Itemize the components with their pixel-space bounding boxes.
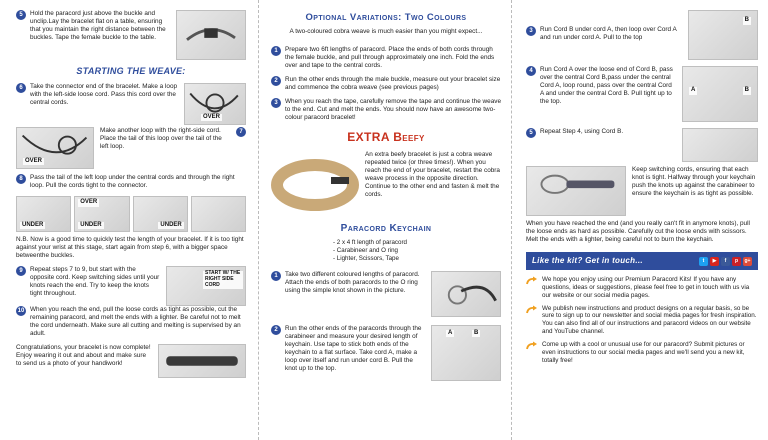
curved-arrow-icon	[526, 305, 538, 315]
step-number: 5	[16, 10, 26, 20]
contact-banner-title: Like the kit? Get in touch...	[532, 256, 643, 265]
social-icons	[699, 257, 752, 266]
cord-b-label: B	[474, 329, 479, 336]
step-8-photo-1	[16, 196, 71, 232]
two-colour-step-2	[271, 76, 501, 92]
step-text: Run Cord A over the loose end of Cord B, pass over the central Cord B,pass under the central Cord A, loop round, pass over the central Cord A and under the central Cord B. Pull tight up to the top.	[540, 66, 673, 105]
step-7	[100, 127, 246, 163]
step-8-photo-2	[74, 196, 129, 232]
cord-a-label: A	[448, 329, 453, 336]
step-text: Take two different coloured lengths of paracord. Attach the ends of both paracords to the O ring using the simple knot shown in the picture.	[285, 270, 420, 294]
over-label: OVER	[80, 199, 98, 206]
extra-beefy-text: An extra beefy bracelet is just a cobra weave repeated twice (or three times!). When you reach the end of your bracelet, restart the cobra weave process in the opposite direction. Continue to the other end and fasten & melt the cords.	[365, 150, 500, 198]
step-text: Pass the tail of the left loop under the central cords and through the right loop. Pull the cords tight to the connector.	[30, 174, 235, 190]
step-number: 4	[526, 66, 536, 76]
over-label: OVER	[203, 113, 221, 120]
length-note: N.B. Now is a good time to quickly test the length of your bracelet. If it is too tight against your wrist at this stage, start again from step 6, with a bigger space betweenthe buckles.	[16, 236, 244, 260]
step-number: 1	[271, 271, 281, 281]
step-8-photo-4	[191, 196, 246, 232]
twitter-icon[interactable]: t	[699, 257, 708, 266]
two-colours-title: Optional Variations: Two Colours	[305, 12, 467, 23]
step-text: Run the other ends through the male buckle, measure out your bracelet size and commence the cobra weave (see previous pages)	[285, 75, 501, 91]
pinterest-icon[interactable]: p	[732, 257, 741, 266]
tip-text: We hope you enjoy using our Premium Paracord Kits! If you have any questions, ideas or suggestions, please feel free to get in touch with us via our website or our social media pages.	[542, 276, 750, 299]
keychain-step-4	[526, 66, 676, 116]
beefy-bracelet-photo	[271, 151, 359, 213]
keychain-step-3	[526, 10, 682, 54]
step-9	[16, 266, 160, 300]
tip-text: Come up with a cool or unusual use for our paracord? Submit pictures or even instructions to our social media pages and we'll send you a new kit, totally free!	[542, 341, 745, 364]
list-item: - Carabineer and O ring	[333, 247, 399, 255]
start-right-label: START W/ THE RIGHT SIDE CORD	[203, 271, 243, 288]
youtube-icon[interactable]: ▶	[710, 257, 719, 266]
end-keychain-text: When you have reached the end (and you really can't fit in anymore knots), pull the loose ends as hard as possible. Carefully cut the loose ends with scissors. Melt the ends with a lighter, being careful not to burn the keychain.	[526, 220, 750, 243]
step-number: 6	[16, 83, 26, 93]
step-9-photo	[166, 266, 246, 306]
keychain-step-2-photo	[431, 325, 501, 381]
closing-text: Congratulations, your bracelet is now complete! Enjoy wearing it out and about and make sure to send us a photo of your handiwork!	[16, 344, 151, 368]
buckle-photo	[176, 10, 246, 60]
step-number: 2	[271, 76, 281, 86]
keychain-step-5-photo	[682, 128, 758, 162]
keychain-step-4-photo	[682, 66, 758, 122]
step-text: Hold the paracord just above the buckle and unclip.Lay the bracelet flat on a table, ensuring that you maintain the right distance between the buckles. Tape the female buckle to the table.	[30, 10, 166, 41]
keychain-step-3-photo	[688, 10, 758, 60]
step-number: 1	[271, 46, 281, 56]
step-number: 3	[526, 26, 536, 36]
step-text: Make another loop with the right-side cord. Place the tail of this loop over the tail of the left loop.	[100, 127, 222, 151]
step-text: When you reach the tape, carefully remove the tape and continue the weave to the end. Cut and melt the ends. You should now have an awesome two-colour paracord bracelet!	[285, 97, 501, 121]
curved-arrow-icon	[526, 276, 538, 286]
tip-text: We publish new instructions and product designs on a regular basis, so be sure to sign up to our newsletter and social media pages for fresh inspiration. You can also find all of our instructions and paracord videos on our website and YouTube channel.	[542, 304, 757, 336]
cord-a-label: A	[691, 87, 696, 93]
step-number: 10	[17, 308, 25, 315]
step-text: Repeat steps 7 to 9, but start with the opposite cord. Keep switching sides until your knots reach the end. Try to keep the knots tight throughout.	[30, 266, 160, 298]
starting-weave-heading: STARTING THE WEAVE:	[76, 66, 186, 76]
extra-beefy-title: EXTRA Beefy	[347, 129, 425, 144]
under-label: UNDER	[22, 221, 44, 228]
switch-cords-text: Keep switching cords, ensuring that each knot is tight. Halfway through your keychain push the knots up against the carabineer to ensure the keychain is as tight as possible.	[632, 166, 756, 197]
step-6-photo	[184, 83, 246, 125]
two-colour-step-3	[271, 98, 501, 122]
facebook-icon[interactable]: f	[721, 257, 730, 266]
finished-bracelet-photo	[158, 344, 246, 378]
keychain-title: Paracord Keychain	[340, 222, 432, 234]
keychain-step-1	[271, 271, 425, 311]
under-label: UNDER	[160, 221, 182, 228]
step-8	[16, 174, 246, 190]
step-5	[16, 10, 170, 54]
over-label: OVER	[25, 157, 43, 164]
keychain-step-5	[526, 128, 676, 156]
step-number: 5	[526, 128, 536, 138]
keychain-step-2	[271, 325, 425, 375]
keychain-materials	[271, 239, 501, 262]
column-variations	[258, 0, 512, 440]
finished-keychain-photo	[526, 166, 626, 216]
step-text: Run the other ends of the paracords through the carabineer and measure your desired length of keychain. Use tape to stick both ends of the keychain to a flat surface. Take cord A, make a loop over itself and run under cord B. Pull the knot up to the top.	[285, 324, 422, 372]
step-8-photo-3	[133, 196, 188, 232]
step-text: Repeat Step 4, using Cord B.	[540, 128, 624, 135]
list-item: - Lighter, Scissors, Tape	[333, 254, 399, 262]
curved-arrow-icon	[526, 341, 538, 351]
tip-item	[526, 341, 758, 365]
step-number: 2	[271, 325, 281, 335]
step-7-photo	[16, 127, 94, 169]
tip-item	[526, 305, 758, 336]
step-text: When you reach the end, pull the loose cords as tight as possible, cut the remaining paracord, and melt the ends with a lighter. Be careful not to melt the cord underneath. Make sure all cutting and melting is supervised by an adult.	[30, 306, 241, 338]
step-6	[16, 83, 178, 119]
column-keychain-continued	[512, 0, 768, 440]
list-item: - 2 x 4 ft length of paracord	[333, 239, 407, 247]
step-8-photos	[16, 196, 246, 232]
under-label: UNDER	[80, 221, 102, 228]
step-number: 7	[236, 127, 246, 137]
o-ring-photo	[431, 271, 501, 317]
contact-banner	[526, 252, 758, 270]
cord-b-label: B	[744, 87, 749, 93]
step-text: Take the connector end of the bracelet. Make a loop with the left-side loose cord. Pass this cord over the central cords.	[30, 83, 178, 107]
tip-item	[526, 276, 758, 300]
step-text: Prepare two 6ft lengths of paracord. Place the ends of both cords through the female buckle, and pull through approximately one inch. Fold the ends over and tape to the central cords.	[285, 45, 495, 69]
two-colour-step-1	[271, 46, 501, 70]
step-10	[16, 306, 246, 338]
column-weave-steps	[0, 0, 258, 440]
step-text: Run Cord B under cord A, then loop over Cord A and run under cord A. Pull to the top	[540, 26, 677, 41]
step-number: 3	[271, 98, 281, 108]
step-number: 8	[16, 174, 26, 184]
two-colours-intro: A two-coloured cobra weave is much easier than you might expect...	[289, 27, 483, 35]
step-number: 9	[16, 266, 26, 276]
googleplus-icon[interactable]: g+	[744, 257, 751, 264]
cord-b-label: B	[744, 17, 749, 23]
